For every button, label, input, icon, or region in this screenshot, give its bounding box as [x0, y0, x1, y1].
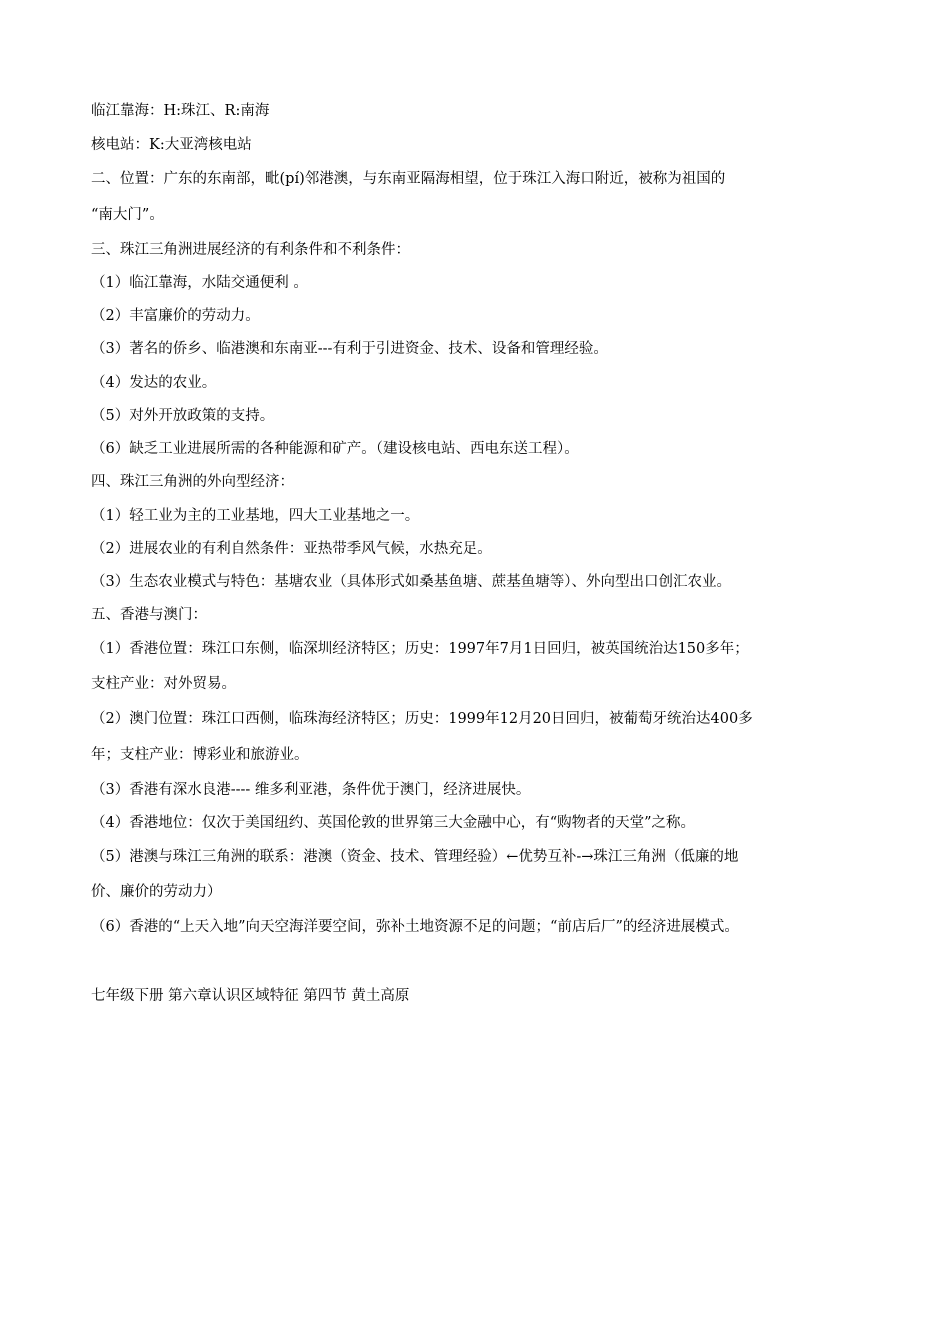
text-line-5: 三、珠江三角洲进展经济的有利条件和不利条件： — [91, 242, 410, 258]
text-line-19: （2）澳门位置：珠江口西侧，临珠海经济特区；历史：1999年12月20日回归，被葡萄牙统治达400多 — [91, 711, 753, 727]
text-line-24: 价、廉价的劳动力） — [91, 884, 222, 900]
section-footer-title: 七年级下册 第六章认识区域特征 第四节 黄土高原 — [91, 988, 410, 1004]
text-line-9: （4）发达的农业。 — [91, 375, 217, 391]
text-line-14: （2）进展农业的有利自然条件：亚热带季风气候，水热充足。 — [91, 541, 492, 557]
text-line-18: 支柱产业：对外贸易。 — [91, 676, 236, 692]
text-line-23: （5）港澳与珠江三角洲的联系：港澳（资金、技术、管理经验）←优势互补-→珠江三角洲（低廉的地 — [91, 849, 739, 865]
text-line-11: （6）缺乏工业进展所需的各种能源和矿产。（建设核电站、西电东送工程）。 — [91, 441, 579, 457]
text-line-17: （1）香港位置：珠江口东侧，临深圳经济特区；历史：1997年7月1日回归，被英国统治达150多年； — [91, 641, 749, 657]
text-line-2: 核电站：K:大亚湾核电站 — [91, 137, 252, 153]
text-line-10: （5）对外开放政策的支持。 — [91, 408, 275, 424]
text-line-15: （3）生态农业模式与特色：基塘农业（具体形式如桑基鱼塘、蔗基鱼塘等）、外向型出口创汇农业。 — [91, 574, 731, 590]
text-line-21: （3）香港有深水良港---- 维多利亚港，条件优于澳门，经济进展快。 — [91, 782, 531, 798]
text-line-8: （3）著名的侨乡、临港澳和东南亚---有利于引进资金、技术、设备和管理经验。 — [91, 341, 608, 357]
text-line-16: 五、香港与澳门： — [91, 607, 207, 623]
text-line-22: （4）香港地位：仅次于美国纽约、英国伦敦的世界第三大金融中心，有“购物者的天堂”之称。 — [91, 815, 696, 831]
text-line-25: （6）香港的“上天入地”向天空海洋要空间，弥补土地资源不足的问题；“前店后厂”的经济进展模式。 — [91, 919, 739, 935]
text-line-1: 临江靠海：H:珠江、R:南海 — [91, 103, 270, 119]
text-line-4: “南大门”。 — [91, 207, 164, 223]
text-line-13: （1）轻工业为主的工业基地，四大工业基地之一。 — [91, 508, 420, 524]
text-line-6: （1）临江靠海，水陆交通便利 。 — [91, 275, 308, 291]
text-line-20: 年；支柱产业：博彩业和旅游业。 — [91, 747, 309, 763]
text-line-12: 四、珠江三角洲的外向型经济： — [91, 474, 294, 490]
text-line-3: 二、位置：广东的东南部，毗(pí)邻港澳，与东南亚隔海相望，位于珠江入海口附近，被称为祖国的 — [91, 171, 726, 187]
text-line-7: （2）丰富廉价的劳动力。 — [91, 308, 260, 324]
